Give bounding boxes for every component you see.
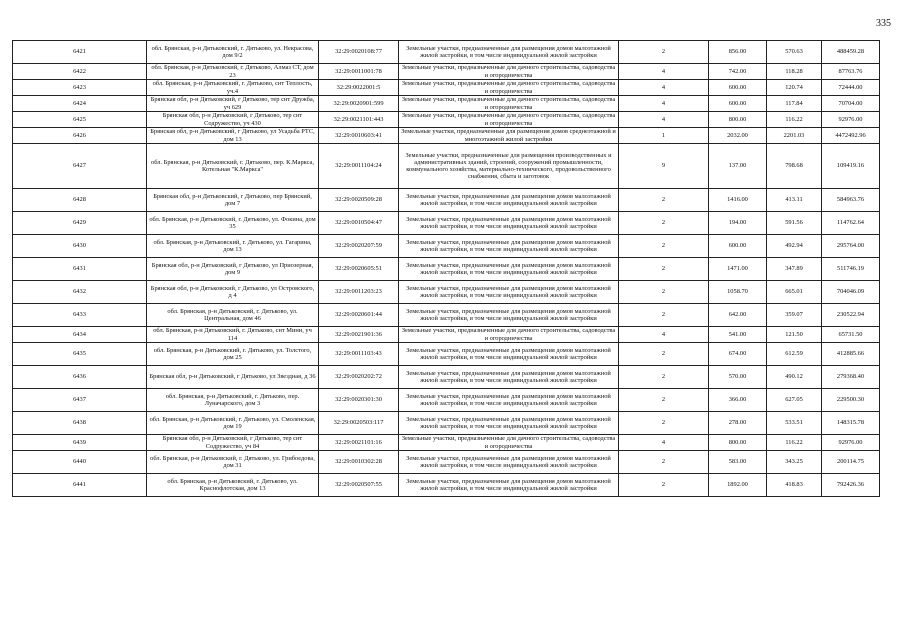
table-row <box>13 366 880 389</box>
row-number-cell: 6439 <box>13 435 147 451</box>
table-row <box>13 343 880 366</box>
cadastral-value-cell: 295764.00 <box>822 235 880 258</box>
land-use-cell: Земельные участки, предназначенные для размещения домов малоэтажной жилой застройки, в том числе индивидуальной жилой застройки <box>399 366 619 389</box>
cadastral-value-cell: 114762.64 <box>822 212 880 235</box>
use-code-cell: 4 <box>619 64 709 80</box>
cadastral-number-cell: 32:29:0011103:43 <box>319 343 399 366</box>
cadastral-value-cell: 792426.36 <box>822 474 880 497</box>
table-row <box>13 451 880 474</box>
area-cell: 366.00 <box>709 389 767 412</box>
cadastral-number-cell: 32:29:0011001:78 <box>319 64 399 80</box>
table-row <box>13 389 880 412</box>
area-cell: 642.00 <box>709 304 767 327</box>
address-cell: Брянская обл, р-н Дятьковский, г Дятьково, тер снт Содружество, уч 430 <box>147 112 319 128</box>
table-row <box>13 474 880 497</box>
use-code-cell: 2 <box>619 304 709 327</box>
use-code-cell: 2 <box>619 258 709 281</box>
use-code-cell: 2 <box>619 41 709 64</box>
table-row <box>13 412 880 435</box>
area-cell: 1471.00 <box>709 258 767 281</box>
table-row <box>13 235 880 258</box>
cadastral-value-cell: 92976.00 <box>822 112 880 128</box>
area-cell: 1892.00 <box>709 474 767 497</box>
specific-value-cell: 627.05 <box>767 389 822 412</box>
cadastral-value-cell: 72444.00 <box>822 80 880 96</box>
specific-value-cell: 612.59 <box>767 343 822 366</box>
table-row <box>13 96 880 112</box>
area-cell: 674.00 <box>709 343 767 366</box>
address-cell: Брянская обл, р-н Дятьковский, г Дятьково, тер снт Содружество, уч 84 <box>147 435 319 451</box>
cadastral-number-cell: 32:29:0021101:16 <box>319 435 399 451</box>
cadastral-value-cell: 230522.94 <box>822 304 880 327</box>
cadastral-value-cell: 229500.30 <box>822 389 880 412</box>
cadastral-value-cell: 412885.66 <box>822 343 880 366</box>
row-number-cell: 6437 <box>13 389 147 412</box>
table-row <box>13 435 880 451</box>
use-code-cell: 4 <box>619 435 709 451</box>
land-use-cell: Земельные участки, предназначенные для размещения домов малоэтажной жилой застройки, в том числе индивидуальной жилой застройки <box>399 212 619 235</box>
cadastral-number-cell: 32:29:0020507:55 <box>319 474 399 497</box>
specific-value-cell: 343.25 <box>767 451 822 474</box>
page-number: 335 <box>876 18 891 29</box>
area-cell: 742.00 <box>709 64 767 80</box>
row-number-cell: 6436 <box>13 366 147 389</box>
use-code-cell: 2 <box>619 343 709 366</box>
row-number-cell: 6440 <box>13 451 147 474</box>
area-cell: 856.00 <box>709 41 767 64</box>
address-cell: обл. Брянская, р-н Дятьковский, г. Дятьково, снт Теплость, уч.4 <box>147 80 319 96</box>
land-use-cell: Земельные участки, предназначенные для размещения домов малоэтажной жилой застройки, в том числе индивидуальной жилой застройки <box>399 281 619 304</box>
use-code-cell: 2 <box>619 189 709 212</box>
cadastral-number-cell: 32:29:0010504:47 <box>319 212 399 235</box>
land-use-cell: Земельные участки, предназначенные для дачного строительства, садоводства и огородничества <box>399 435 619 451</box>
row-number-cell: 6434 <box>13 327 147 343</box>
cadastral-value-cell: 87763.76 <box>822 64 880 80</box>
cadastral-number-cell: 32:29:0021901:36 <box>319 327 399 343</box>
table-row <box>13 41 880 64</box>
use-code-cell: 2 <box>619 412 709 435</box>
specific-value-cell: 490.12 <box>767 366 822 389</box>
use-code-cell: 4 <box>619 80 709 96</box>
cadastral-value-cell: 65731.50 <box>822 327 880 343</box>
specific-value-cell: 120.74 <box>767 80 822 96</box>
cadastral-number-cell: 32:29:0011203:23 <box>319 281 399 304</box>
use-code-cell: 2 <box>619 366 709 389</box>
specific-value-cell: 533.51 <box>767 412 822 435</box>
address-cell: обл. Брянская, р-н Дятьковский, г. Дятьково, ул. Центральная, дом 46 <box>147 304 319 327</box>
cadastral-number-cell: 32:29:0010302:28 <box>319 451 399 474</box>
area-cell: 278.00 <box>709 412 767 435</box>
table-row <box>13 189 880 212</box>
address-cell: Брянская обл, р-н Дятьковский, г Дятьково, ул Островского, д 4 <box>147 281 319 304</box>
area-cell: 1058.70 <box>709 281 767 304</box>
row-number-cell: 6430 <box>13 235 147 258</box>
land-use-cell: Земельные участки, предназначенные для дачного строительства, садоводства и огородничества <box>399 327 619 343</box>
use-code-cell: 2 <box>619 474 709 497</box>
row-number-cell: 6433 <box>13 304 147 327</box>
row-number-cell: 6425 <box>13 112 147 128</box>
cadastral-number-cell: 32:29:0020601:44 <box>319 304 399 327</box>
cadastral-value-cell: 200114.75 <box>822 451 880 474</box>
cadastral-value-cell: 279368.40 <box>822 366 880 389</box>
area-cell: 1416.00 <box>709 189 767 212</box>
cadastral-number-cell: 32:29:0020509:28 <box>319 189 399 212</box>
land-use-cell: Земельные участки, предназначенные для размещения домов малоэтажной жилой застройки, в том числе индивидуальной жилой застройки <box>399 343 619 366</box>
address-cell: Брянская обл, р-н Дятьковский, г Дятьково, тер снт Дружба, уч 629 <box>147 96 319 112</box>
specific-value-cell: 2201.03 <box>767 128 822 144</box>
use-code-cell: 4 <box>619 327 709 343</box>
address-cell: Брянская обл, р-н Дятьковский, г Дятьково, ул Звездная, д 36 <box>147 366 319 389</box>
use-code-cell: 4 <box>619 96 709 112</box>
land-use-cell: Земельные участки, предназначенные для размещения домов малоэтажной жилой застройки, в том числе индивидуальной жилой застройки <box>399 474 619 497</box>
area-cell: 600.00 <box>709 96 767 112</box>
area-cell: 800.00 <box>709 435 767 451</box>
specific-value-cell: 347.89 <box>767 258 822 281</box>
table-row <box>13 144 880 189</box>
row-number-cell: 6426 <box>13 128 147 144</box>
specific-value-cell: 121.50 <box>767 327 822 343</box>
area-cell: 600.00 <box>709 80 767 96</box>
use-code-cell: 2 <box>619 389 709 412</box>
row-number-cell: 6423 <box>13 80 147 96</box>
table-row <box>13 304 880 327</box>
cadastral-number-cell: 32:29:0022001:5 <box>319 80 399 96</box>
land-use-cell: Земельные участки, предназначенные для дачного строительства, садоводства и огородничества <box>399 64 619 80</box>
address-cell: обл. Брянская, р-н Дятьковский, г. Дятьково, ул. Смоленская, дом 19 <box>147 412 319 435</box>
cadastral-number-cell: 32:29:0020901:599 <box>319 96 399 112</box>
cadastral-number-cell: 32:29:0011104:24 <box>319 144 399 189</box>
cadastral-value-cell: 148315.78 <box>822 412 880 435</box>
specific-value-cell: 492.94 <box>767 235 822 258</box>
address-cell: обл. Брянская, р-н Дятьковский, г. Дятьково, ул. Фокина, дом 35 <box>147 212 319 235</box>
row-number-cell: 6441 <box>13 474 147 497</box>
table-row <box>13 327 880 343</box>
area-cell: 137.00 <box>709 144 767 189</box>
specific-value-cell: 413.11 <box>767 189 822 212</box>
area-cell: 800.00 <box>709 112 767 128</box>
cadastral-number-cell: 32:29:0021101:443 <box>319 112 399 128</box>
table-row <box>13 112 880 128</box>
address-cell: Брянская обл, р-н Дятьковский, г Дятьково, ул Усадьба РТС, дом 13 <box>147 128 319 144</box>
use-code-cell: 2 <box>619 281 709 304</box>
land-use-cell: Земельные участки, предназначенные для размещения домов малоэтажной жилой застройки, в том числе индивидуальной жилой застройки <box>399 235 619 258</box>
specific-value-cell: 591.56 <box>767 212 822 235</box>
address-cell: обл. Брянская, р-н Дятьковский, г. Дятьково, пер. Луначарского, дом 3 <box>147 389 319 412</box>
land-use-cell: Земельные участки, предназначенные для размещения домов малоэтажной жилой застройки, в том числе индивидуальной жилой застройки <box>399 41 619 64</box>
row-number-cell: 6421 <box>13 41 147 64</box>
cadastral-number-cell: 32:29:0020202:72 <box>319 366 399 389</box>
land-use-cell: Земельные участки, предназначенные для размещения домов малоэтажной жилой застройки, в том числе индивидуальной жилой застройки <box>399 189 619 212</box>
area-cell: 583.00 <box>709 451 767 474</box>
cadastral-number-cell: 32:29:0010603:41 <box>319 128 399 144</box>
cadastral-number-cell: 32:29:0020503:117 <box>319 412 399 435</box>
specific-value-cell: 798.68 <box>767 144 822 189</box>
specific-value-cell: 116.22 <box>767 435 822 451</box>
cadastral-value-cell: 488459.28 <box>822 41 880 64</box>
land-use-cell: Земельные участки, предназначенные для размещения домов малоэтажной жилой застройки, в том числе индивидуальной жилой застройки <box>399 258 619 281</box>
land-use-cell: Земельные участки, предназначенные для дачного строительства, садоводства и огородничества <box>399 96 619 112</box>
table-row <box>13 258 880 281</box>
address-cell: обл. Брянская, р-н Дятьковский, г. Дятьково, Алмаз СТ, дом 23 <box>147 64 319 80</box>
table-row <box>13 80 880 96</box>
row-number-cell: 6424 <box>13 96 147 112</box>
table-row <box>13 64 880 80</box>
use-code-cell: 2 <box>619 235 709 258</box>
address-cell: обл. Брянская, р-н Дятьковский, г. Дятьково, ул. Толстого, дом 25 <box>147 343 319 366</box>
specific-value-cell: 118.28 <box>767 64 822 80</box>
use-code-cell: 2 <box>619 212 709 235</box>
cadastral-number-cell: 32:29:0020605:51 <box>319 258 399 281</box>
cadastral-number-cell: 32:29:0020301:30 <box>319 389 399 412</box>
cadastral-value-cell: 704046.09 <box>822 281 880 304</box>
address-cell: Брянская обл, р-н Дятьковский, г Дятьково, пер Брянский, дом 7 <box>147 189 319 212</box>
specific-value-cell: 418.83 <box>767 474 822 497</box>
address-cell: Брянская обл, р-н Дятьковский, г Дятьково, ул Приозерная, дом 9 <box>147 258 319 281</box>
land-use-cell: Земельные участки, предназначенные для дачного строительства, садоводства и огородничества <box>399 112 619 128</box>
row-number-cell: 6422 <box>13 64 147 80</box>
cadastral-number-cell: 32:29:0020108:77 <box>319 41 399 64</box>
cadastral-value-cell: 584963.76 <box>822 189 880 212</box>
row-number-cell: 6438 <box>13 412 147 435</box>
cadastral-value-cell: 92976.00 <box>822 435 880 451</box>
cadastral-value-cell: 4472492.96 <box>822 128 880 144</box>
address-cell: обл. Брянская, р-н Дятьковский, г. Дятьково, ул. Краснофлотская, дом 13 <box>147 474 319 497</box>
land-use-cell: Земельные участки, предназначенные для размещения домов малоэтажной жилой застройки, в том числе индивидуальной жилой застройки <box>399 304 619 327</box>
land-use-cell: Земельные участки, предназначенные для размещения домов малоэтажной жилой застройки, в том числе индивидуальной жилой застройки <box>399 451 619 474</box>
specific-value-cell: 117.84 <box>767 96 822 112</box>
area-cell: 570.00 <box>709 366 767 389</box>
table-row <box>13 128 880 144</box>
row-number-cell: 6431 <box>13 258 147 281</box>
specific-value-cell: 359.07 <box>767 304 822 327</box>
address-cell: обл. Брянская, р-н Дятьковский, г. Дятьково, ул. Гагарина, дом 13 <box>147 235 319 258</box>
use-code-cell: 9 <box>619 144 709 189</box>
row-number-cell: 6432 <box>13 281 147 304</box>
specific-value-cell: 116.22 <box>767 112 822 128</box>
table-row <box>13 212 880 235</box>
use-code-cell: 4 <box>619 112 709 128</box>
cadastral-value-cell: 511746.19 <box>822 258 880 281</box>
table-row <box>13 281 880 304</box>
specific-value-cell: 570.63 <box>767 41 822 64</box>
address-cell: обл. Брянская, р-н Дятьковский, г. Дятьково, ул. Грибоедова, дом 31 <box>147 451 319 474</box>
area-cell: 194.00 <box>709 212 767 235</box>
area-cell: 2032.00 <box>709 128 767 144</box>
row-number-cell: 6427 <box>13 144 147 189</box>
address-cell: обл. Брянская, р-н Дятьковский, г. Дятьково, пер. К.Маркса, Котельная "К.Маркса" <box>147 144 319 189</box>
use-code-cell: 1 <box>619 128 709 144</box>
address-cell: обл. Брянская, р-н Дятьковский, г. Дятьково, снт Мини, уч 114 <box>147 327 319 343</box>
land-use-cell: Земельные участки, предназначенные для размещения производственных и административных зданий, строений, сооружений промышленности, коммунального хозяйства, материально-технического, продовольственного снабжения, сбыта и заготовок <box>399 144 619 189</box>
use-code-cell: 2 <box>619 451 709 474</box>
specific-value-cell: 665.01 <box>767 281 822 304</box>
area-cell: 600.00 <box>709 235 767 258</box>
cadastral-value-cell: 109419.16 <box>822 144 880 189</box>
row-number-cell: 6435 <box>13 343 147 366</box>
row-number-cell: 6429 <box>13 212 147 235</box>
land-use-cell: Земельные участки, предназначенные для размещения домов малоэтажной жилой застройки, в том числе индивидуальной жилой застройки <box>399 389 619 412</box>
area-cell: 541.00 <box>709 327 767 343</box>
land-cadastral-table <box>12 40 880 497</box>
cadastral-number-cell: 32:29:0020207:59 <box>319 235 399 258</box>
land-use-cell: Земельные участки, предназначенные для размещения домов среднеэтажной и многоэтажной жилой застройки <box>399 128 619 144</box>
land-use-cell: Земельные участки, предназначенные для дачного строительства, садоводства и огородничества <box>399 80 619 96</box>
address-cell: обл. Брянская, р-н Дятьковский, г. Дятьково, ул. Некрасова, дом 9/2 <box>147 41 319 64</box>
land-use-cell: Земельные участки, предназначенные для размещения домов малоэтажной жилой застройки, в том числе индивидуальной жилой застройки <box>399 412 619 435</box>
row-number-cell: 6428 <box>13 189 147 212</box>
cadastral-value-cell: 70704.00 <box>822 96 880 112</box>
